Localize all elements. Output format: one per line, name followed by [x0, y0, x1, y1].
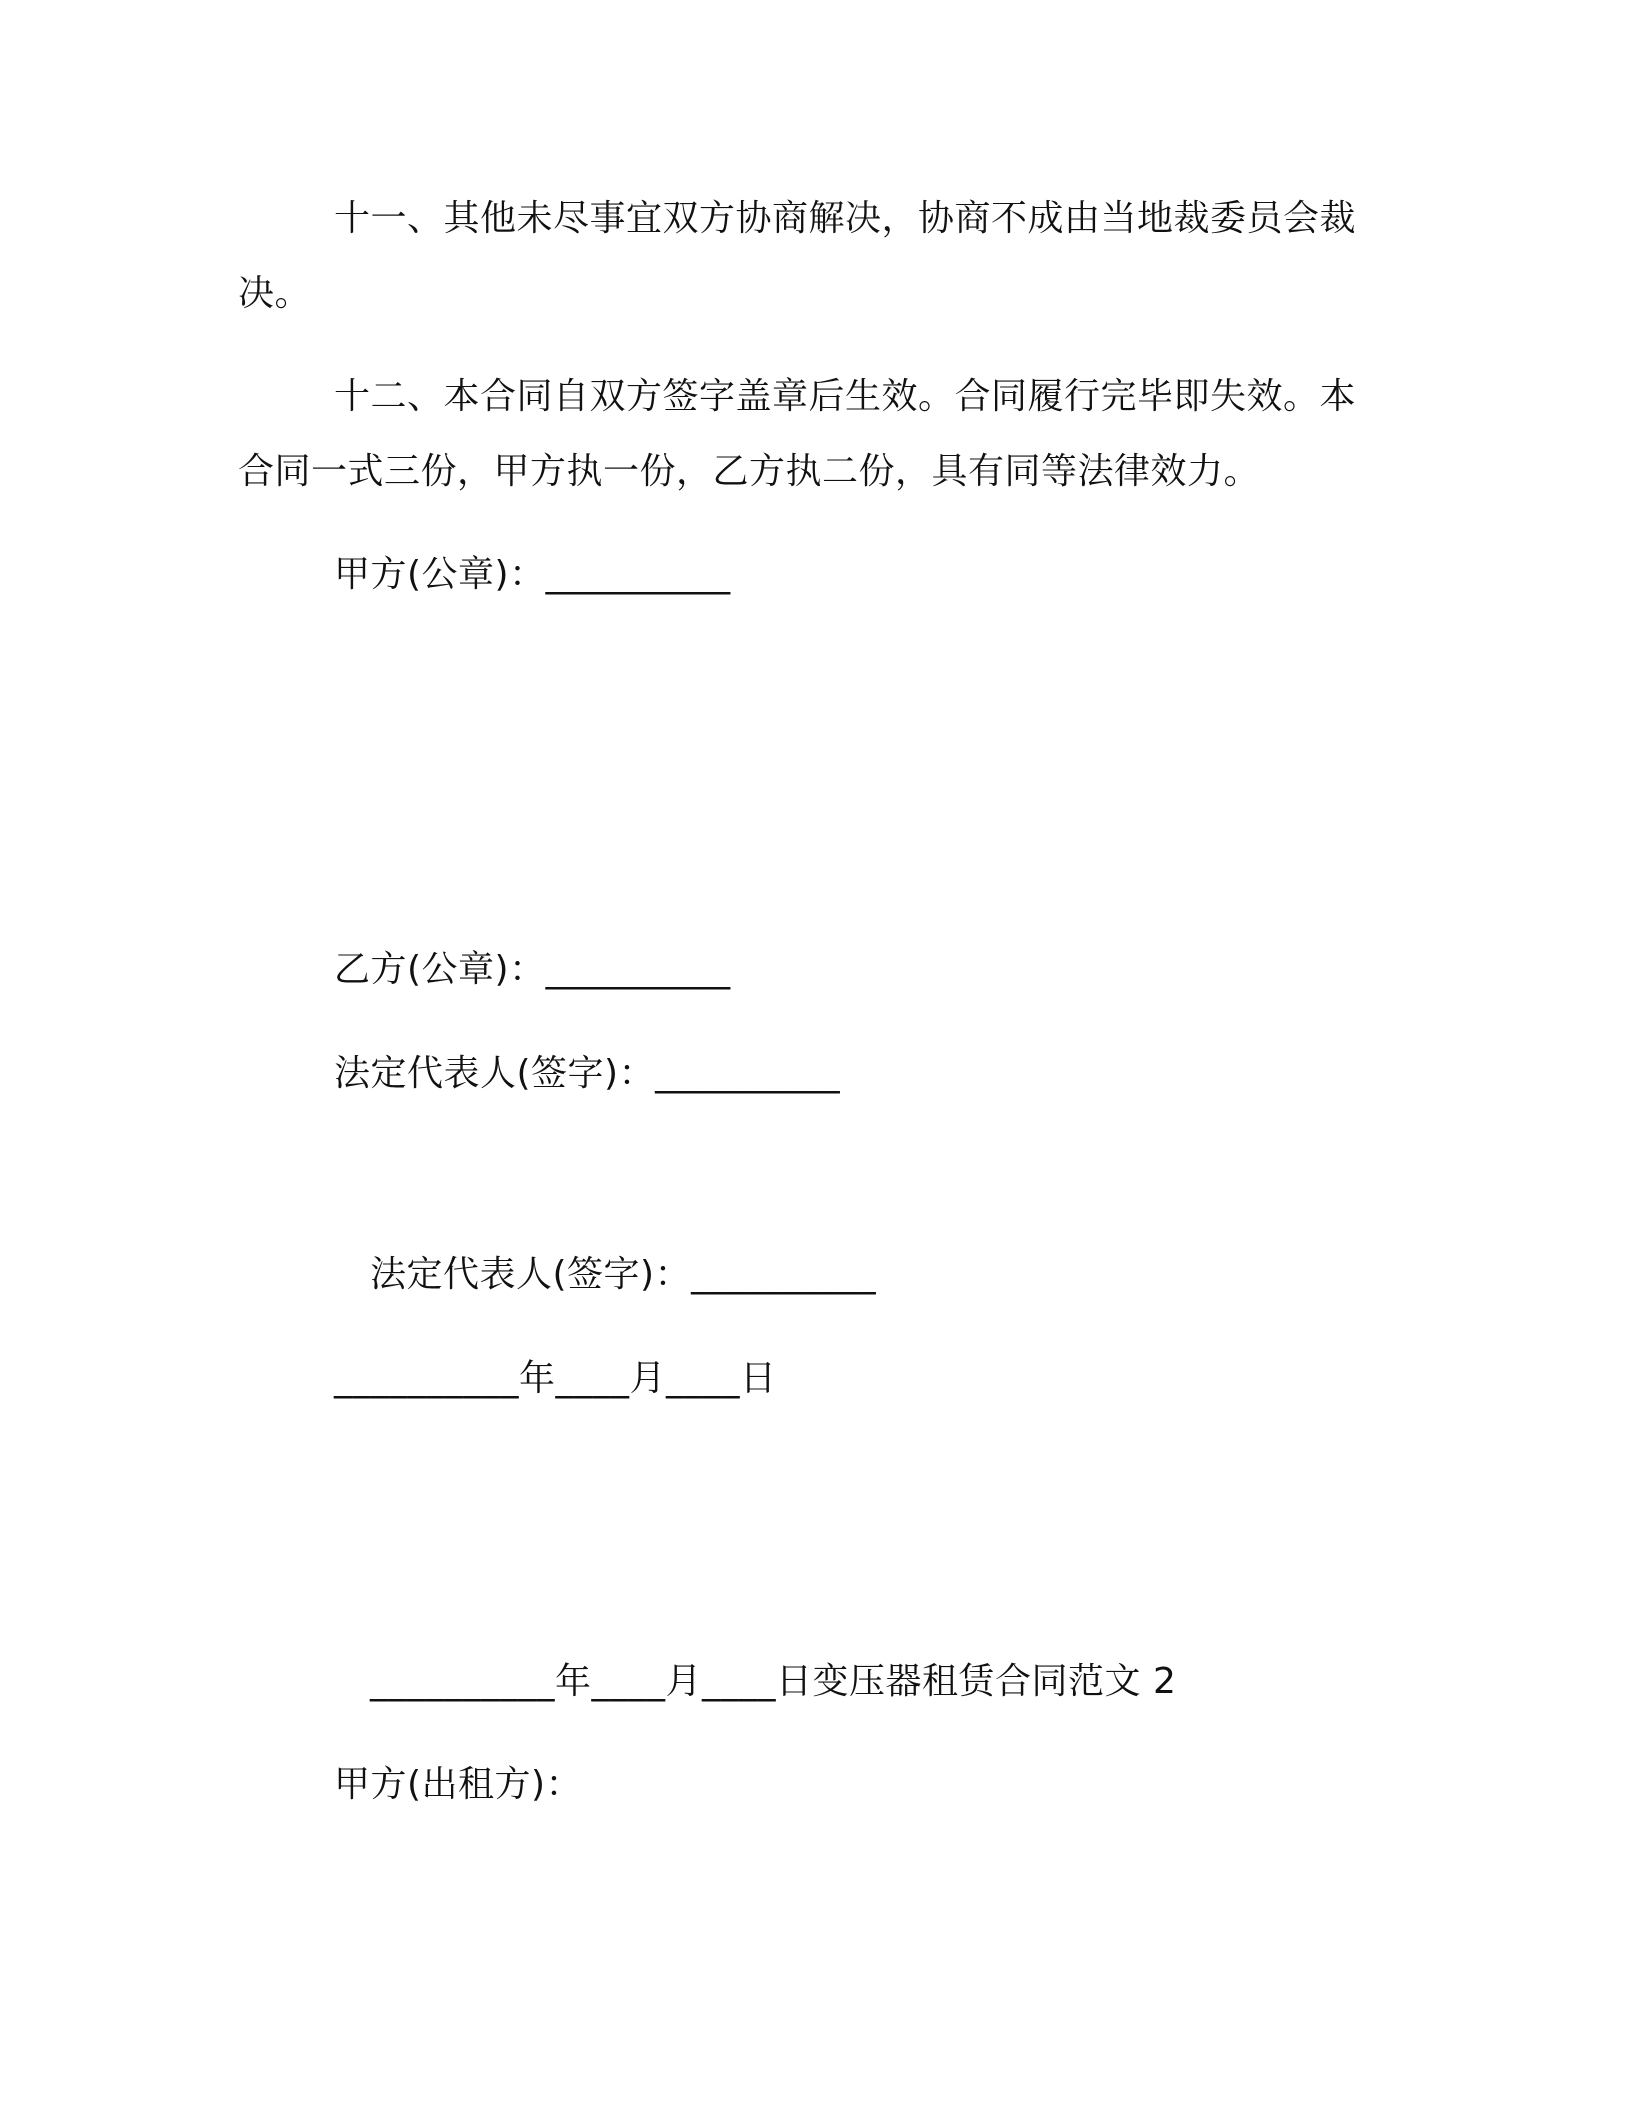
clause-12-line-1: 十二、本合同自双方签字盖章后生效。合同履行完毕即失效。本 — [334, 376, 1357, 417]
party-b-seal-line: 乙方(公章)：__________ — [334, 949, 731, 990]
clause-11-line-2: 决。 — [238, 273, 312, 314]
legal-representative-line-2: 法定代表人(签字)：__________ — [370, 1254, 877, 1295]
clause-11-line-1: 十一、其他未尽事宜双方协商解决，协商不成由当地裁委员会裁 — [334, 198, 1357, 239]
legal-representative-line-1: 法定代表人(签字)：__________ — [334, 1053, 841, 1094]
clause-12-line-2: 合同一式三份，甲方执一份，乙方执二份，具有同等法律效力。 — [238, 451, 1261, 492]
party-a-lessor-line: 甲方(出租方)： — [334, 1764, 583, 1805]
date-line: __________年____月____日 — [334, 1358, 777, 1399]
next-contract-title: __________年____月____日变压器租赁合同范文 2 — [370, 1661, 1177, 1702]
party-a-seal-line: 甲方(公章)：__________ — [334, 554, 731, 595]
